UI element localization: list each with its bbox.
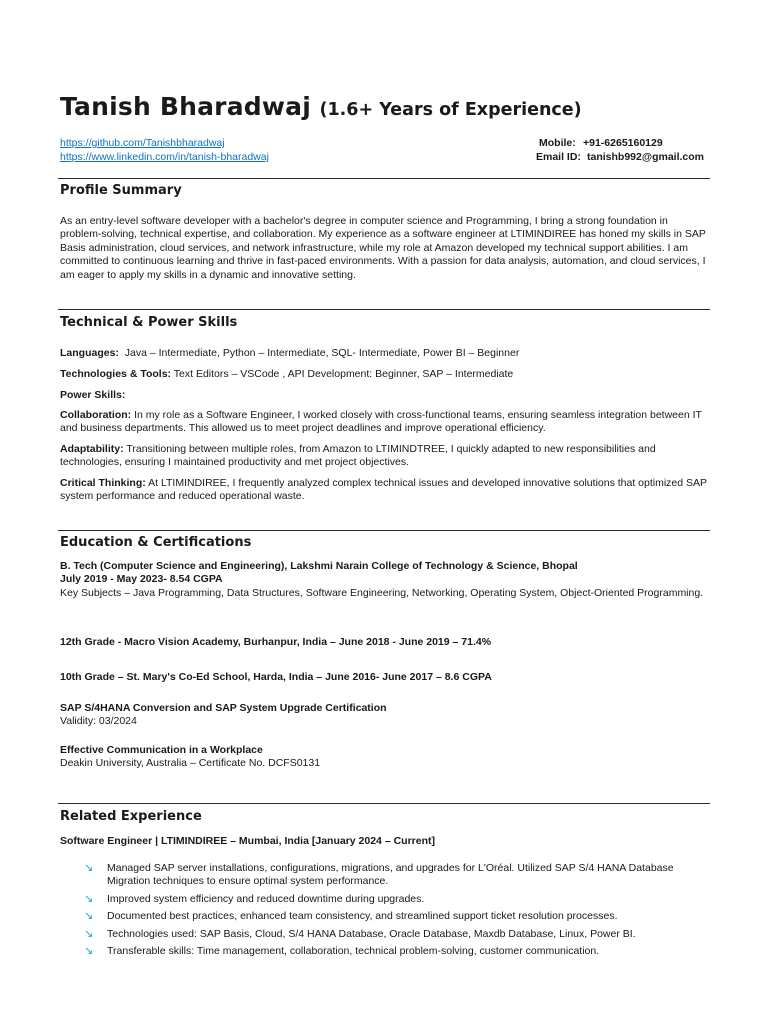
languages-value: Java – Intermediate, Python – Intermediate, SQL- Intermediate, Power BI – Beginner [124,347,520,359]
grade-12: 12th Grade - Macro Vision Academy, Burhanpur, India – June 2018 - June 2019 – 71.4% [60,636,492,648]
arrow-down-right-icon: ↘ [84,862,94,874]
section-divider [58,530,710,531]
arrow-down-right-icon: ↘ [84,892,94,905]
cert-sap-validity: Validity: 03/2024 [60,715,137,727]
experience-title: Related Experience [60,809,202,824]
tools-label: Technologies & Tools: [60,368,172,380]
cert-communication-title: Effective Communication in a Workplace [60,744,263,756]
email-address: tanishb992@gmail.com [587,151,705,163]
skills-title: Technical & Power Skills [60,315,238,330]
education-title: Education & Certifications [60,535,252,550]
candidate-name: Tanish Bharadwaj [60,92,312,121]
collaboration-label: Collaboration: [60,409,132,421]
profile-summary-title: Profile Summary [60,183,182,198]
section-divider [58,178,710,179]
github-link[interactable]: https://github.com/Tanishbharadwaj [60,137,225,149]
languages-line [60,347,708,360]
arrow-down-right-icon: ↘ [84,910,94,923]
power-skills-label: Power Skills: [60,389,126,401]
critical-thinking-label: Critical Thinking: [60,477,146,489]
btech-subjects: Key Subjects – Java Programming, Data Structures, Software Engineering, Networking, Operating System, Object-Oriented Programming. [60,587,704,599]
adaptability-text: Transitioning between multiple roles, from Amazon to LTIMINDTREE, I quickly adapted to new responsibilities and technologies, ensuring I maintained productivity and met project objectives. [60,443,656,469]
list-item: ↘ Managed SAP server installations, configurations, migrations, and upgrades for L'Oréal. Utilized SAP S/4 HANA Database Migration techniques to ensure optimal system performance. [84,862,674,888]
candidate-header [60,92,582,121]
tools-value: Text Editors – VSCode , API Development: Beginner, SAP – Intermediate [173,368,514,380]
grade-10: 10th Grade – St. Mary's Co-Ed School, Harda, India – June 2016- June 2017 – 8.6 CGPA [60,671,492,683]
collaboration-line [60,409,708,436]
list-item: ↘ Technologies used: SAP Basis, Cloud, S/4 HANA Database, Oracle Database, Maxdb Database, Linux, Power BI. [84,927,636,940]
critical-thinking-text: At LTIMINDIREE, I frequently analyzed complex technical issues and developed innovative solutions that optimized SAP system performance and reduced operational waste. [60,477,707,503]
critical-thinking-line [60,477,708,504]
list-item: ↘ Documented best practices, enhanced team consistency, and streamlined support ticket resolution processes. [84,910,618,923]
tools-line [60,368,708,381]
section-divider [58,309,710,310]
profile-summary-text: As an entry-level software developer with a bachelor's degree in computer science and Programming, I bring a strong foundation in problem-solving, technical expertise, and collaboration. My experience as a software engineer at LTIMINDIREE has honed my skills in SAP Basis administration, cloud services, and network infrastructure, while my role at Amazon developed my technical support abilities. I am committed to continuous learning and thrive in fast-paced environments. With a passion for data analysis, automation, and cloud services, I am eager to apply my skills in a dynamic and innovative setting. [60,215,706,281]
list-item: ↘ Transferable skills: Time management, collaboration, technical problem-solving, customer communication. [84,945,600,958]
mobile-label: Mobile: [539,137,576,149]
btech-dates: July 2019 - May 2023- 8.54 CGPA [60,573,223,585]
email-label: Email ID: [536,151,581,163]
profile-links [60,136,269,164]
btech-degree: B. Tech (Computer Science and Engineering), Lakshmi Narain College of Technology & Science, Bhopal [60,560,578,572]
cert-sap-title: SAP S/4HANA Conversion and SAP System Upgrade Certification [60,702,387,714]
adaptability-label: Adaptability: [60,443,124,455]
experience-bullets [84,862,714,962]
adaptability-line [60,443,708,470]
experience-role: Software Engineer | LTIMINDIREE – Mumbai, India [January 2024 – Current] [60,835,435,847]
linkedin-link[interactable]: https://www.linkedin.com/in/tanish-bharadwaj [60,151,269,163]
experience-summary: (1.6+ Years of Experience) [319,100,582,120]
collaboration-text: In my role as a Software Engineer, I worked closely with cross-functional teams, ensuring seamless integration between IT and business departments. This allowed us to meet project deadlines and improve operational efficiency. [60,409,702,435]
cert-communication-detail: Deakin University, Australia – Certificate No. DCFS0131 [60,757,321,769]
languages-label: Languages: [60,347,119,359]
arrow-down-right-icon: ↘ [84,945,94,958]
section-divider [58,803,710,804]
mobile-number: +91-6265160129 [583,137,663,149]
arrow-down-right-icon: ↘ [84,927,94,940]
list-item: ↘ Improved system efficiency and reduced downtime during upgrades. [84,892,425,905]
contact-info [536,136,704,164]
